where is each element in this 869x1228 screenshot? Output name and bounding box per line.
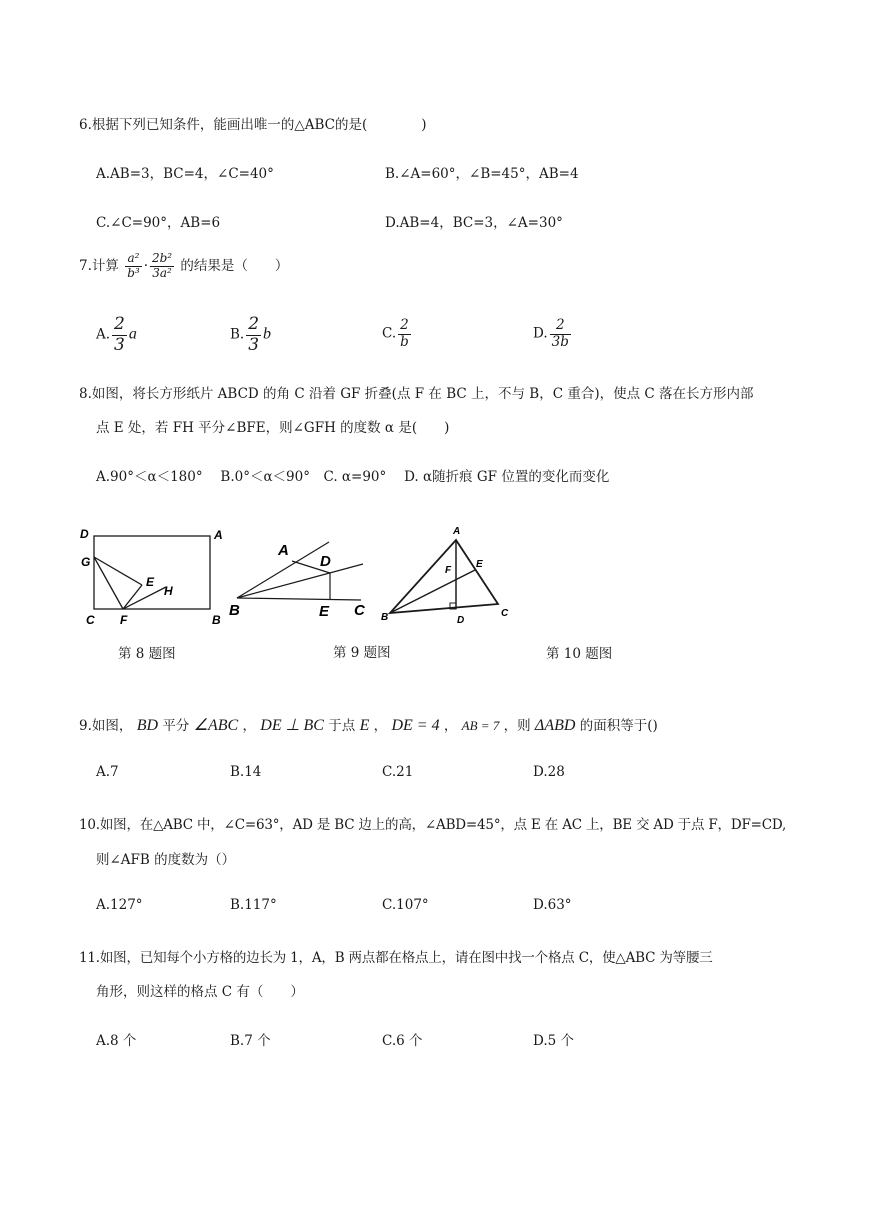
q11-stem-line-1: 11.如图，已知每个小方格的边长为 1，A，B 两点都在格点上，请在图中找一个格点 C，使△ABC 为等腰三 [79,950,713,966]
q7-option-b-numerator: 2 [248,314,260,334]
q9-option-a: A.7 [96,764,119,780]
q9-text-6: ， [443,718,458,734]
fig10-label-a: A [453,526,461,537]
q7-fraction-1-denominator: b³ [127,265,140,280]
q8-stem-line-2: 点 E 处，若 FH 平分∠BFE，则∠GFH 的度数 α 是( ) [96,420,450,436]
q9-text-8: 的面积等于() [579,718,658,734]
q9-stem [79,714,658,735]
fig8-label-d: D [80,527,89,541]
q9-math-6: AB = 7 [461,718,500,733]
fig10-label-b: B [381,612,389,623]
q7-option-a-variable: a [128,325,137,343]
q7-option-b-variable: b [263,325,272,343]
q6-stem: 6.根据下列已知条件，能画出唯一的△ABC的是( ) [79,117,427,133]
q7-prefix: 7.计算 [79,257,119,274]
q7-option-c [382,318,413,350]
q9-option-c: C.21 [382,764,414,780]
q6-option-c: C.∠C=90°，AB=6 [96,215,221,231]
q11-option-b: B.7 个 [230,1033,271,1049]
q10-option-c: C.107° [382,897,429,913]
q7-option-c-label: C. [382,325,397,342]
q6-option-b: B.∠A=60°，∠B=45°，AB=4 [385,166,579,182]
q7-option-c-denominator: b [400,333,409,350]
q9-math-1: BD [136,717,159,734]
q11-option-c: C.6 个 [382,1033,423,1049]
q7-option-a [96,315,137,355]
figure-8-caption: 第 8 题图 [118,646,176,662]
q7-fraction-2-denominator: 3a² [152,265,172,280]
q7-option-b [230,315,271,355]
q9-math-5: DE = 4 [391,717,440,734]
q7-option-a-label: A. [96,326,111,343]
q7-fraction-1-numerator: a² [125,252,142,267]
q9-text-4: 于点 [328,718,356,734]
q9-text-1: 9.如图， [79,718,133,734]
fig8-label-b: B [212,613,221,627]
q7-option-b-denominator: 3 [248,334,260,355]
figure-8 [76,520,232,630]
q10-option-b: B.117° [230,897,277,913]
fig9-label-b: B [229,602,240,619]
q8-stem-line-1: 8.如图，将长方形纸片 ABCD 的角 C 沿着 GF 折叠(点 F 在 BC 上，不与 B，C 重合)，使点 C 落在长方形内部 [79,386,754,402]
q9-text-3: ， [242,718,256,734]
fig10-label-c: C [501,608,509,619]
fig10-label-d: D [457,615,465,626]
fig9-label-d: D [320,553,331,570]
fig8-label-c: C [86,613,95,627]
q10-stem-line-2: 则∠AFB 的度数为（） [96,852,236,868]
q7-option-b-label: B. [230,326,245,343]
q9-text-5: ， [373,718,388,734]
fig10-label-e: E [476,559,483,570]
q11-stem-line-2: 角形，则这样的格点 C 有（ ） [96,984,304,1000]
fig9-label-e: E [319,603,330,620]
fig8-label-e: E [146,575,155,589]
fig8-label-g: G [81,555,91,569]
q9-text-2: 平分 [162,718,190,734]
figure-9 [226,535,376,627]
figure-9-caption: 第 9 题图 [333,645,391,661]
fig8-label-a: A [214,528,223,542]
q11-option-a: A.8 个 [96,1033,137,1049]
fig9-label-a: A [278,542,289,559]
q7-option-d-label: D. [533,325,548,342]
q9-option-d: D.28 [533,764,565,780]
q10-option-d: D.63° [533,897,572,913]
q9-text-7: ，则 [503,718,531,734]
figure-10 [376,518,526,630]
q7-fraction-2 [150,252,174,281]
q7-option-a-numerator: 2 [114,314,125,334]
q9-math-2: ∠ABC [193,717,239,734]
fig9-label-c: C [354,602,365,619]
q7-stem: 7.计算 $\frac{\text{a²}}{\text{b³}}$ · $\frac{\text{2b²}}{\text{3a²}}$ 的结果是（ ） [79,251,289,280]
q7-fraction-2-numerator: 2b² [151,251,173,265]
q10-option-a: A.127° [96,897,143,913]
q8-options: A.90°＜α＜180° B.0°＜α＜90° C. α=90° D. α随折痕 GF 位置的变化而变化 [96,469,610,485]
fig8-label-h: H [164,584,173,598]
q11-option-d: D.5 个 [533,1033,575,1049]
q6-option-d: D.AB=4，BC=3，∠A=30° [385,215,563,231]
q7-option-d-denominator: 3b [551,333,569,350]
q10-stem-line-1: 10.如图，在△ABC 中，∠C=63°，AD 是 BC 边上的高，∠ABD=45°，点 E 在 AC 上，BE 交 AD 于点 F，DF=CD, [79,817,787,833]
figure-10-caption: 第 10 题图 [546,646,613,662]
q7-option-d-numerator: 2 [550,318,571,335]
q7-suffix: 的结果是（ ） [180,257,289,274]
q9-option-b: B.14 [230,764,262,780]
q7-option-d [533,318,573,350]
q6-option-a: A.AB=3，BC=4，∠C=40° [96,166,274,182]
fig8-label-f: F [120,613,128,627]
q9-math-7: ΔABD [534,717,576,734]
q9-math-3: DE ⊥ BC [260,717,324,734]
q7-fraction-1 [125,252,142,281]
q9-math-4: E [359,717,370,734]
fig10-label-f: F [445,565,452,576]
q7-option-a-denominator: 3 [114,334,125,355]
q7-option-c-numerator: 2 [398,318,411,335]
